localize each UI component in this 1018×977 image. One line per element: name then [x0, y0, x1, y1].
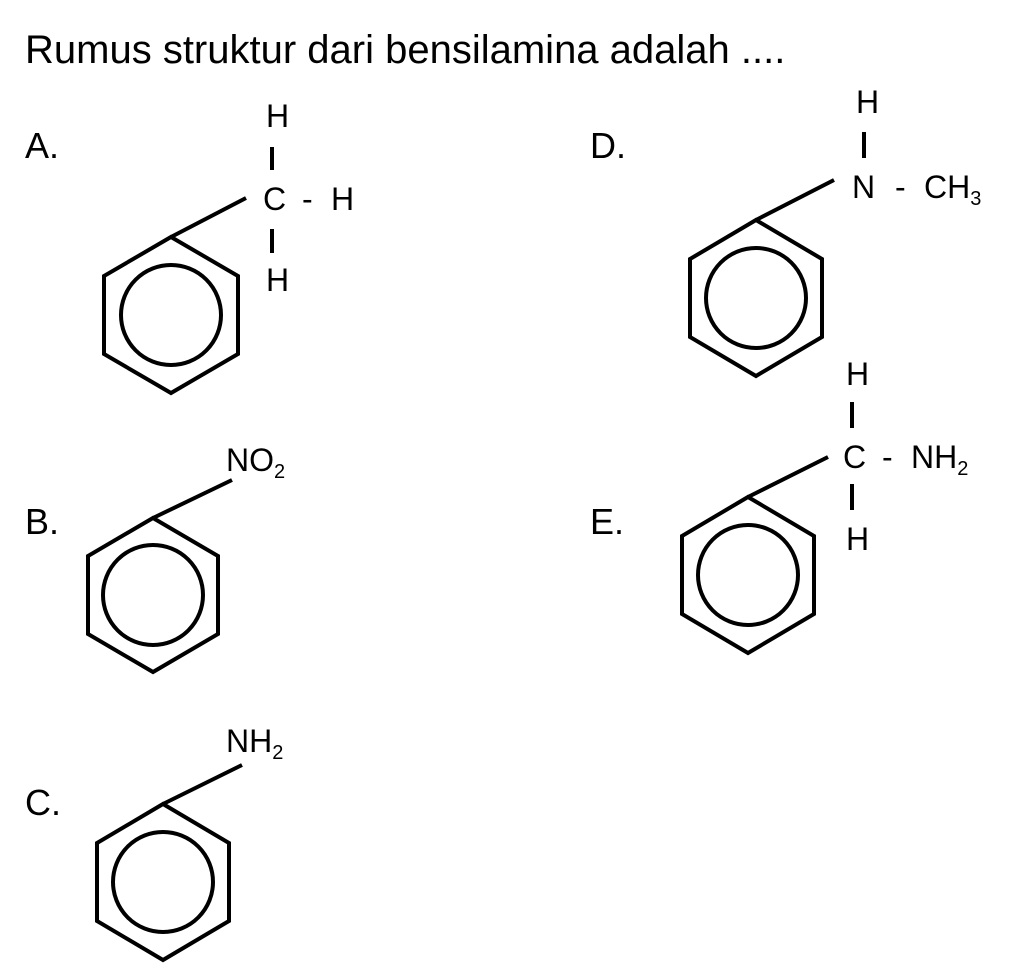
option-d[interactable] — [590, 84, 981, 376]
ring-substituent-bond — [748, 457, 828, 497]
aromatic-circle — [113, 832, 213, 932]
benzene-ring — [690, 220, 822, 376]
ring-substituent-bond — [153, 480, 232, 518]
option-d-label: D. — [590, 125, 626, 166]
option-a[interactable] — [25, 98, 354, 393]
atom-c: C — [843, 439, 867, 475]
question-text: Rumus struktur dari bensilamina adalah .... — [25, 28, 786, 72]
atom-h-top: H — [266, 98, 290, 134]
group-ch3-sub: 3 — [970, 188, 982, 210]
ring-substituent-bond — [171, 198, 246, 237]
atom-n: N — [852, 169, 876, 205]
group-ch3-main: CH — [924, 169, 971, 205]
option-e[interactable] — [590, 356, 968, 653]
option-e-label: E. — [590, 501, 625, 542]
ring-substituent-bond — [756, 180, 834, 220]
atom-h-top: H — [846, 356, 870, 392]
option-c[interactable] — [25, 723, 283, 960]
ring-substituent-bond — [163, 765, 242, 804]
option-e-structure — [682, 356, 968, 653]
option-b[interactable] — [25, 442, 285, 672]
bond-dash: - — [882, 439, 893, 475]
benzene-ring — [104, 237, 238, 393]
aromatic-circle — [698, 525, 798, 625]
group-ch3 — [924, 169, 981, 210]
benzene-ring — [97, 804, 229, 960]
group-nh2 — [911, 439, 968, 480]
atom-h-top: H — [856, 84, 880, 120]
group-nh2-sub: 2 — [957, 458, 969, 480]
option-d-structure — [690, 84, 981, 376]
atom-h-bottom: H — [846, 521, 870, 557]
option-c-label: C. — [25, 782, 61, 823]
aromatic-circle — [103, 545, 203, 645]
aromatic-circle — [706, 248, 806, 348]
bond-dash: - — [302, 181, 313, 217]
group-no2-main: NO — [226, 442, 274, 478]
bond-dash: - — [895, 169, 906, 205]
option-a-structure — [104, 98, 354, 393]
option-a-label: A. — [25, 125, 60, 166]
group-nh2-main: NH — [911, 439, 958, 475]
option-b-structure — [88, 442, 285, 672]
group-no2 — [226, 442, 285, 483]
atom-c: C — [263, 181, 287, 217]
atom-h-bottom: H — [266, 262, 290, 298]
group-no2-sub: 2 — [274, 461, 286, 483]
aromatic-circle — [121, 265, 221, 365]
group-nh2-sub: 2 — [272, 742, 284, 764]
benzene-ring — [682, 497, 814, 653]
group-nh2-main: NH — [226, 723, 273, 759]
group-nh2 — [226, 723, 283, 764]
option-c-structure — [97, 723, 283, 960]
atom-h-right: H — [331, 181, 355, 217]
option-b-label: B. — [25, 501, 60, 542]
benzene-ring — [88, 518, 218, 672]
